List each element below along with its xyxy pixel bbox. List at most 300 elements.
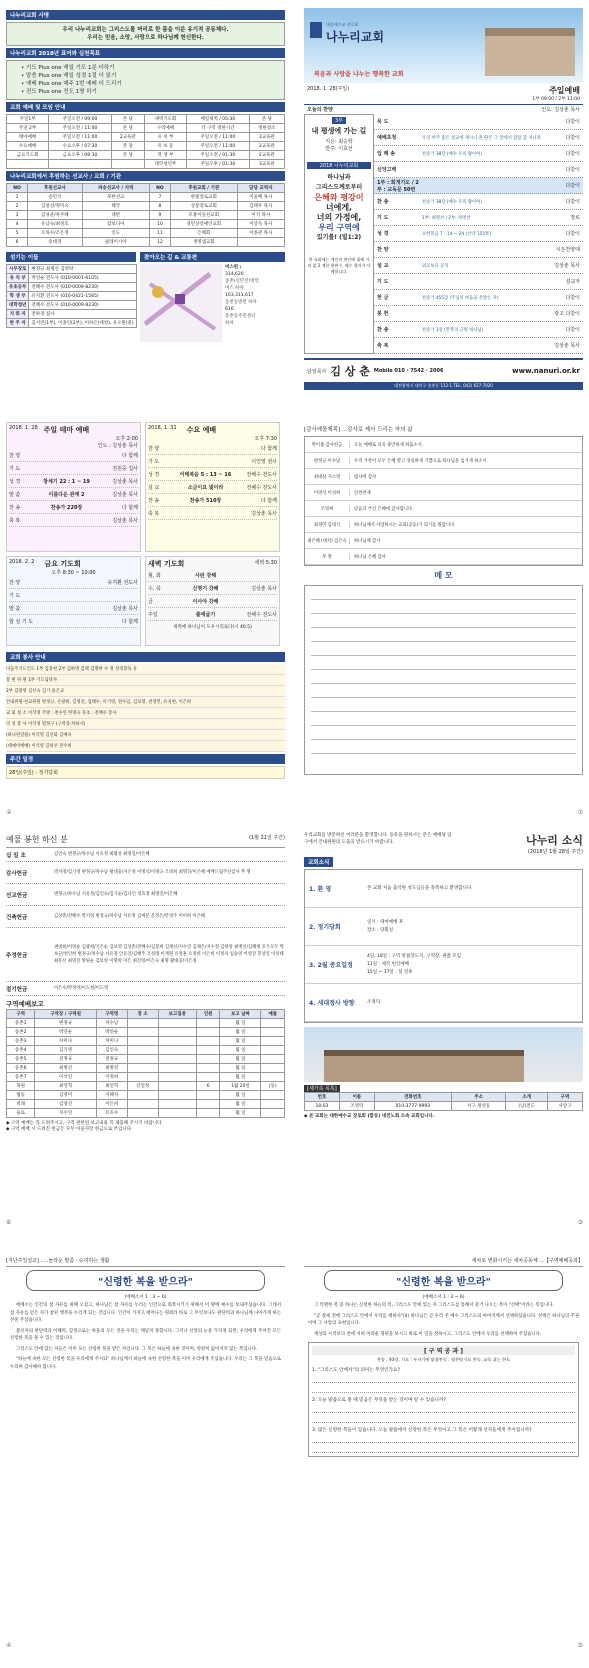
mission-row-cell: 이석 목사 xyxy=(237,211,284,220)
study-sermon-title: "신령한 복을 받으라" xyxy=(324,1270,563,1291)
cell-row-cell: 김기영 xyxy=(35,1046,96,1055)
cell-report-title: 구역예배보고 xyxy=(6,1000,44,1008)
worship-row-cell: 유 치 부 xyxy=(144,133,186,142)
program-item: 수, 목 xyxy=(148,585,161,592)
news-row xyxy=(305,984,582,1022)
side-text: 있기를! (빌1:2) xyxy=(316,234,362,241)
news-text: 조영덕 xyxy=(367,999,381,1005)
cell-header: 보고집중 xyxy=(158,1010,196,1019)
cell-row-cell: 이정희 xyxy=(96,1073,127,1082)
newcomer-cell: 사랑구 xyxy=(548,1102,583,1111)
worship-row-cell: 정한장소 xyxy=(249,124,284,133)
pastor-name: 김 상 춘 xyxy=(330,365,370,378)
vision-line-2: 우리는 믿음, 소망, 사랑으로 하나님께 헌신한다. xyxy=(87,35,204,41)
page-number: ③ xyxy=(577,1219,583,1226)
mission-row-cell: 2 xyxy=(7,202,28,211)
thanks-name: 최대섭 지소영 xyxy=(305,474,350,480)
page-1 xyxy=(6,8,285,404)
schedule-title: 주간 일정 xyxy=(6,754,285,764)
order-row xyxy=(374,114,583,130)
order-who: 시온찬양대 xyxy=(555,247,580,253)
order-detail: 1부: 최영선 / 2부: 차영찬 xyxy=(422,215,471,221)
order-row xyxy=(374,146,583,162)
program-detail: 찬송가 220장 xyxy=(50,504,83,511)
sermon-paragraph: 그리스도 안에 있는 자들은 이미 모든 신령한 복을 받은 자입니다. 그 복은 하늘에 속한 것이며, 영원히 없어지지 않는 복입니다. xyxy=(16,1346,258,1352)
program-who: 전혜수 전도사 xyxy=(246,611,277,618)
order-item: 기 도 xyxy=(377,215,389,221)
cell-row-cell: 전정규 xyxy=(96,1055,127,1064)
thanks-text: 하나님께 감사 xyxy=(354,538,381,544)
cell-row-cell: 이석연 xyxy=(35,1073,96,1082)
service-row: 2부 김광영 김선숙 김기 윤은교 xyxy=(6,686,285,697)
offering-row xyxy=(6,982,285,996)
fri-date: 2018. 2. 2 xyxy=(9,559,35,565)
mission-row-cell: 3 xyxy=(7,211,28,220)
cell-row-cell xyxy=(127,1091,158,1100)
mission-row-cell: 김태우 목사 xyxy=(237,202,284,211)
order-item: 헌 금 xyxy=(377,295,389,301)
cell-row-cell: 월 일 xyxy=(220,1073,261,1082)
order-detail: 요한복음 7 : 14 ~ 24 (신약 155쪽) xyxy=(422,231,491,237)
service-row: 교 회 청 소 이석영 주방 : 천수연 한영숙 유초 : 전혜수 봉사 xyxy=(6,708,285,719)
side-text: 너의 가정에, xyxy=(316,213,362,222)
staff-row xyxy=(7,319,137,328)
cell-note-2: ◆ 구역 예배 시 드려진 헌금은 모두 아웃사랑 헌금으로 쓰입니다. xyxy=(6,1127,133,1132)
worship-row-cell: 주일오전 / 11:00 xyxy=(49,124,112,133)
order-who: 다같이 xyxy=(565,151,580,157)
staff-role: 대학청년 xyxy=(7,301,29,310)
cell-row-cell: 월 일 xyxy=(220,1109,261,1118)
order-list xyxy=(374,114,583,354)
staff-row xyxy=(7,265,137,274)
side-text: 너에게, xyxy=(325,203,353,212)
cell-row-cell: 월 일 xyxy=(220,1046,261,1055)
cell-row-cell: 강연정 xyxy=(127,1082,158,1091)
program-who: 김상춘 목사 xyxy=(112,491,138,498)
thanks-name: 박이종 감사헌금 xyxy=(305,442,350,448)
thanks-row xyxy=(305,517,582,533)
mission-table xyxy=(6,183,285,247)
program-who: 다 함께 xyxy=(260,445,277,452)
staff-name: 박연순 전도사 (010-0001-6105) xyxy=(29,274,136,283)
staff-name: 변정규 최병선 김영락 xyxy=(29,265,136,274)
map-title: 찾아오는 길 & 교통편 xyxy=(140,252,285,262)
pastor-mobile: Mobile 010 · 7542 · 2006 xyxy=(373,368,444,374)
program-row xyxy=(148,569,277,582)
newcomer-header: 번호 xyxy=(305,1093,340,1102)
memo-title: 메 모 xyxy=(434,571,453,580)
side-text: 하나님과 xyxy=(327,174,351,181)
service-title: 주일예배 xyxy=(549,86,580,95)
worship-title: 교회 예배 및 모임 안내 xyxy=(6,102,285,112)
mission-row-cell: 송민식 xyxy=(28,193,83,202)
bus-line: 103,311,617 xyxy=(225,293,254,298)
mission-row-cell: 4 xyxy=(7,220,28,229)
program-item: 말 씀 xyxy=(9,491,21,498)
worship-row xyxy=(7,124,285,133)
program-who: 김상춘 목사 xyxy=(251,510,277,517)
church-name: 나누리교회 xyxy=(326,30,384,44)
staff-row xyxy=(7,292,137,301)
order-who: 김상춘 목사 xyxy=(554,343,580,349)
worship-table xyxy=(6,114,285,169)
sun-date: 2018. 1. 28 xyxy=(9,425,38,431)
order-item: 축 복 xyxy=(377,343,389,349)
program-item: 축 복 xyxy=(9,517,21,524)
cell-row-cell: 차미나 xyxy=(35,1037,96,1046)
program-who: 이인영 권사 xyxy=(251,458,277,465)
sun-title: 주일 테마 예배 xyxy=(43,426,90,434)
mission-row-cell: 유남숙/최경호 xyxy=(28,220,83,229)
page-number: ⑤ xyxy=(577,1642,583,1649)
program-detail: 소금이요 빛이라 xyxy=(187,484,224,491)
mission-row-cell: 9 xyxy=(149,211,170,220)
goal-item: • 기도 Plus one 매일 기도 1분 더하기 xyxy=(21,65,115,71)
newcomer-header: 전화번호 xyxy=(374,1093,451,1102)
newcomer-title: [새가족 목록] xyxy=(304,1085,340,1092)
order-detail: 찬송가 1장 (만복의 근원 하나님) xyxy=(422,327,484,333)
order-who: 설교자 xyxy=(565,279,580,285)
program-item: 금 xyxy=(148,598,153,605)
leader: 인도: 김상춘 목사 xyxy=(541,107,580,113)
cell-row-cell xyxy=(127,1028,158,1037)
cell-row-cell: 6 xyxy=(196,1082,219,1091)
study-paragraph: "곧 창세 전에 그리스도 안에서 우리를 택하사"(4) 하나님은 곧 우리 주 예수 그리스도의 아버지께서 선택하셨습니다. 선택은 하나님의 주권이며 그 사랑의 표현입니다. xyxy=(308,1313,579,1326)
order-who: 다같이 xyxy=(565,135,580,141)
cell-row xyxy=(7,1082,285,1091)
worship-row-cell: 주일오전 / 11:00 xyxy=(187,133,250,142)
thanks-text: 하나님 은혜 감사 xyxy=(354,554,386,560)
cell-row-cell: 비래 xyxy=(7,1100,35,1109)
order-item: 1부 : 회개기도 / 2부 : 교독문 50번 xyxy=(377,179,419,193)
cell-row-cell: 지혜자 xyxy=(96,1091,127,1100)
welcome-text: 우리교회를 방문하신 여러분을 환영합니다. 등록을 원하시는 분은 예배당 입구에서 안내위원의 도움을 받으시기 바랍니다. xyxy=(304,833,452,845)
cell-row-cell: 전정규 xyxy=(35,1055,96,1064)
sermon-title: "신령한 복을 받으라" xyxy=(26,1270,265,1291)
thanks-text: 범사에 감사 xyxy=(354,474,377,480)
mission-row-cell: 11 xyxy=(149,229,170,238)
study-paragraph: 그 특별한 복 중 하나는 신령한 하늘의 복, 그리스도 안에 있는 자 그리스도를 통해서 즐거 나오는 복이 "선택"이라는 복입니다. xyxy=(314,1303,554,1308)
cell-header: 보고 날짜 xyxy=(220,1010,261,1019)
thanks-text: 오늘 예배로 더욱 충만하게 하옵소서. xyxy=(354,442,424,448)
order-who: 장로 xyxy=(570,215,580,221)
mission-row-cell: 오목수/조은정 xyxy=(28,229,83,238)
cell-row-cell xyxy=(158,1019,196,1028)
worship-row-cell: 유 초 등 xyxy=(144,142,186,151)
answer-line xyxy=(312,1413,575,1423)
staff-name: 전혜수 전도사 (010-0009-8230) xyxy=(29,283,136,292)
program-row xyxy=(9,475,138,488)
cell-row xyxy=(7,1109,285,1118)
song-meta: 지은: 최승학 xyxy=(325,139,353,145)
program-row xyxy=(9,514,138,527)
cell-row-cell: 법동 xyxy=(7,1091,35,1100)
worship-row xyxy=(7,160,285,169)
thanks-row xyxy=(305,453,582,469)
cell-row xyxy=(7,1019,285,1028)
cell-row-cell xyxy=(196,1019,219,1028)
staff-role: 반 주 자 xyxy=(7,319,29,328)
offering-row xyxy=(6,928,285,982)
order-row xyxy=(374,338,583,354)
study-title: [ 구 역 공 과 ] xyxy=(312,1346,575,1355)
thanks-name: 최경민 김대식 xyxy=(305,522,350,528)
order-detail: 우리 아주 좋은 설교에 계시니 흔 땅은 그 앞에서 잠잠 할 지니라 xyxy=(422,135,541,141)
cell-row xyxy=(7,1091,285,1100)
side-year: 2018 나누리교회 xyxy=(307,162,371,169)
worship-row-cell xyxy=(111,160,144,169)
worship-row xyxy=(7,133,285,142)
service-times: 1부 09:00 / 2부 11:00 xyxy=(532,97,580,102)
news-label: 3. 2월 중요일정 xyxy=(309,962,353,969)
order-item: 봉 헌 xyxy=(377,311,389,317)
worship-row-cell: 태아예배 xyxy=(7,133,49,142)
worship-row-cell: 수요예배 xyxy=(7,142,49,151)
news-row xyxy=(305,946,582,984)
cell-row-cell: 최연혁 xyxy=(35,1082,96,1091)
mission-row-cell: 8 xyxy=(149,202,170,211)
mission-row-cell: 한빛장로교회 xyxy=(170,193,237,202)
program-row xyxy=(148,481,277,494)
cell-row-cell: 차미나 xyxy=(96,1037,127,1046)
program-item: 찬 송 xyxy=(148,497,160,504)
cell-row-cell: 최병선 xyxy=(35,1064,96,1073)
sermon-paragraph: 불신자의 판단력과 이해력, 감정으로는 바울의 모든 것을 우리는 깨닫지 못합니다. 그러나 신앙의 눈을 가지게 되면, 우리에게 주어진 모든 신령한 복을 볼 수 있는 것입니다. xyxy=(10,1328,281,1341)
program-who: 다 함께 xyxy=(121,504,138,511)
song-meta: 반주: 이효선 xyxy=(325,146,353,152)
mission-row-cell: 5 xyxy=(7,229,28,238)
cell-row-cell xyxy=(158,1064,196,1073)
order-row xyxy=(374,322,583,338)
song-label: 3부 xyxy=(332,117,346,124)
cell-row xyxy=(7,1037,285,1046)
program-who: 김상춘 목사 xyxy=(112,517,138,524)
worship-row-cell: 2교육관 xyxy=(249,151,284,160)
answer-line xyxy=(312,1433,575,1443)
cell-row-cell xyxy=(261,1037,285,1046)
study-question: 3. 많은 신령한 복들이 있습니다. 오늘 말씀에서 신령한 복은 무엇이고 그 복은 어떻게 선자들에게 주어집니까? xyxy=(312,1428,532,1433)
program-who: 김상춘 목사 xyxy=(112,605,138,612)
service-rows xyxy=(6,664,285,752)
mission-row-cell: 김성준/차주혜 xyxy=(28,211,83,220)
cell-row-cell xyxy=(196,1064,219,1073)
answer-line xyxy=(312,1373,575,1383)
wed-title: 수요 예배 xyxy=(186,426,217,434)
cell-row-cell: 목원 xyxy=(7,1082,35,1091)
staff-role: 학 생 부 xyxy=(7,292,29,301)
vision-line-1: 우리 나누리교회는 그리스도를 머리로 한 몸을 이룬 유기적 공동체다. xyxy=(62,27,229,33)
service-row: 다음주기도인도 1부 김용현 2부 김하병 김택 김명한 수 정 성경봉독 유 xyxy=(6,664,285,675)
cell-row xyxy=(7,1064,285,1073)
cell-row xyxy=(7,1046,285,1055)
program-detail: 출애굽기 xyxy=(195,611,216,618)
offering-names: 박지영/김기영 변정규/차수남 황대웅/지은정 이명석/이명규 조영희 최명진/이은혜 예배드림주신감사 무 명 xyxy=(54,870,251,875)
offering-names: 김인숙 변정규/차수남 서유정 최월성 최영진/이은혜 xyxy=(54,852,150,857)
program-detail: 신명기 강해 xyxy=(192,585,219,592)
friday-box xyxy=(6,556,141,646)
program-detail: 이태복음 5 : 13 ~ 16 xyxy=(179,471,232,478)
program-detail: 사판 강해 xyxy=(194,572,217,579)
thanks-text: 우리 가족이 모두 은혜 받고 성실하게 기쁨으로 하나님을 섬기게 하소서. xyxy=(354,458,489,464)
worship-row-cell: 주일오전 / 01:30 xyxy=(187,151,250,160)
program-item: 찬 양 xyxy=(148,445,160,452)
order-detail: 찬송가 38장 (예수 우리 왕이여) xyxy=(422,199,482,205)
program-row xyxy=(148,442,277,455)
goal-item: • 예배 Plus one 매주 1번 예배 더 드리기 xyxy=(21,81,122,87)
cell-row-cell xyxy=(261,1091,285,1100)
offering-names: 변정규/차수남 서유정/김인숙/김기순/김다인 정효정 최명진/이은혜 xyxy=(54,892,178,897)
service-row: 의 성 봉 사 이석영 법정구 (구역장:차하서) xyxy=(6,719,285,730)
staff-role: 시무장로 xyxy=(7,265,29,274)
thanks-row xyxy=(305,485,582,501)
newcomer-header: 이름 xyxy=(339,1093,374,1102)
map-image xyxy=(140,264,222,342)
news-title: 나누리 소식 xyxy=(526,834,583,847)
mission-row xyxy=(7,229,285,238)
side-note: 봉 교회에는 개인의 현안에 대해 거의 없 2 제한 현판수, 해수 행자가 사례합니다. xyxy=(307,257,371,274)
service-title: 교회 봉사 안내 xyxy=(6,652,285,662)
cell-row-cell xyxy=(158,1055,196,1064)
cell-row-cell xyxy=(127,1055,158,1064)
study-sub: 찬송 : 93장, 기도 : 두자기에 맡씀봉독 : 영찬양기도 봉독, 교독 쉬는 한도 xyxy=(376,1357,511,1362)
worship-row-cell: 수요오후 / 07:30 xyxy=(49,142,112,151)
dawn-time: 새벽 5:30 xyxy=(254,560,277,566)
cell-header: 장 소 xyxy=(127,1010,158,1019)
cell-row-cell xyxy=(127,1037,158,1046)
offering-type: 십 일 조 xyxy=(6,852,26,859)
news-row xyxy=(305,908,582,946)
cell-row-cell xyxy=(127,1073,158,1082)
staff-title: 섬기는 이들 xyxy=(6,252,136,262)
mission-row-cell xyxy=(237,238,284,247)
cell-row-cell xyxy=(158,1091,196,1100)
order-item: 기 도 xyxy=(377,279,389,285)
thanks-row xyxy=(305,549,582,565)
mission-row xyxy=(7,220,285,229)
cell-row-cell: 송촌5 xyxy=(7,1055,35,1064)
cell-row-cell: 월 일 xyxy=(220,1091,261,1100)
side-text: 은혜와 평강이 xyxy=(314,193,364,202)
goal-item: • 전도 Plus one 전도 1명 하기 xyxy=(21,89,97,95)
worship-row-cell: 3교육관 xyxy=(249,160,284,169)
offering-names: 김상춘/전혜수 박지영 변정규/차수남 서유정 김예분 문정은/안영주 이미희 이은혜 xyxy=(54,914,205,919)
order-item: 찬 송 xyxy=(377,327,389,333)
worship-row-cell: 구역예배 xyxy=(144,124,186,133)
thanks-name: 변정규 이수남 xyxy=(305,458,350,464)
cell-row-cell xyxy=(261,1100,285,1109)
worship-row-cell: 금요오후 / 08:30 xyxy=(49,151,112,160)
cell-row-cell xyxy=(158,1046,196,1055)
memo-lines xyxy=(304,585,583,775)
program-row xyxy=(148,582,277,595)
wed-date: 2018. 1. 31 xyxy=(148,425,177,431)
cell-row-cell: 송촌4 xyxy=(7,1046,35,1055)
cell-row-cell: 월 일 xyxy=(220,1028,261,1037)
sun-time: 오후 2:00 xyxy=(115,436,138,442)
newcomer-header: 주소 xyxy=(451,1093,506,1102)
cell-row-cell xyxy=(158,1100,196,1109)
cell-row-cell xyxy=(261,1073,285,1082)
cell-row-cell xyxy=(196,1055,219,1064)
program-row xyxy=(9,589,138,602)
worship-row-cell: 본 당 xyxy=(111,124,144,133)
worship-row-cell: 매일새벽 / 05:30 xyxy=(187,115,250,124)
program-item: 찬 양 xyxy=(9,452,21,459)
program-row xyxy=(9,501,138,514)
dawn-box xyxy=(145,556,280,646)
church-address: 대전광역시 대덕구 송촌동 112-1 TEL. 042) 627-7020 xyxy=(304,382,583,390)
cell-row-cell: 유호수 xyxy=(96,1109,127,1118)
thanks-row xyxy=(305,533,582,549)
order-item: 묵 도 xyxy=(377,119,389,125)
program-item: 기 도 xyxy=(9,465,21,472)
site-url[interactable]: www.nanuri.or.kr xyxy=(512,367,580,375)
worship-row-cell xyxy=(49,160,112,169)
cell-row-cell: 월 일 xyxy=(220,1064,261,1073)
mission-row-cell: 이종관 목사 xyxy=(237,229,284,238)
goals-box xyxy=(6,60,285,100)
order-row xyxy=(374,210,583,226)
cell-row-cell xyxy=(158,1082,196,1091)
thanks-row xyxy=(305,437,582,453)
order-row xyxy=(374,178,583,194)
program-who: 다 함께 xyxy=(121,452,138,459)
study-ref: (에베소서 1 : 3 ~ 6) xyxy=(422,1295,465,1300)
page-5 xyxy=(6,832,285,1228)
offering-row xyxy=(6,884,285,906)
thanks-name: 최은혜 (대치) 김은숙 xyxy=(305,538,350,544)
program-row xyxy=(9,488,138,501)
order-who: 김상춘 목사 xyxy=(554,263,580,269)
worship-row-cell: 본 당 xyxy=(249,115,284,124)
program-detail: 창세기 22 : 1 ~ 19 xyxy=(43,478,90,485)
newcomer-header: 소개 xyxy=(506,1093,548,1102)
fri-title: 금요 기도회 xyxy=(44,560,81,568)
cell-row-cell xyxy=(127,1019,158,1028)
page-number: ④ xyxy=(6,1642,12,1649)
mission-row-cell: 이윤배 목사 xyxy=(237,193,284,202)
bus-line: 송촌동주민센터 xyxy=(225,314,256,319)
worship-row-cell: 주일오전 / 09:00 xyxy=(49,115,112,124)
staff-name: 전하경 집사 xyxy=(29,310,136,319)
mission-row-cell: 북한선교 xyxy=(82,193,149,202)
order-who: 다같이 xyxy=(565,231,580,237)
mission-row xyxy=(7,202,285,211)
program-row xyxy=(148,494,277,507)
thanks-text: 믿음의 주신 은혜에 감사합니다. xyxy=(354,506,414,512)
wednesday-box xyxy=(145,422,280,552)
cell-row-cell xyxy=(127,1109,158,1118)
answer-line xyxy=(312,1403,575,1413)
program-who: 다 함께 xyxy=(260,497,277,504)
cell-row-cell: 송촌1 xyxy=(7,1019,35,1028)
order-row xyxy=(374,130,583,146)
cell-row-cell: 월 일 xyxy=(220,1019,261,1028)
worship-row-cell: 학 생 부 xyxy=(144,151,186,160)
offering-type: 건축헌금 xyxy=(6,914,28,921)
program-row xyxy=(9,615,138,628)
page-2-cover xyxy=(304,8,583,404)
mission-header: 담당 교역자 xyxy=(237,184,284,193)
cell-row-cell: 율로 xyxy=(7,1109,35,1118)
cell-row-cell xyxy=(158,1109,196,1118)
thanks-row xyxy=(305,469,582,485)
cell-row-cell: (동) xyxy=(261,1082,285,1091)
cell-row xyxy=(7,1100,285,1109)
cell-row-cell xyxy=(196,1028,219,1037)
news-date: (2018년 1월 28일 주간) xyxy=(527,849,583,855)
mission-row-cell: 캄보디아 xyxy=(82,220,149,229)
